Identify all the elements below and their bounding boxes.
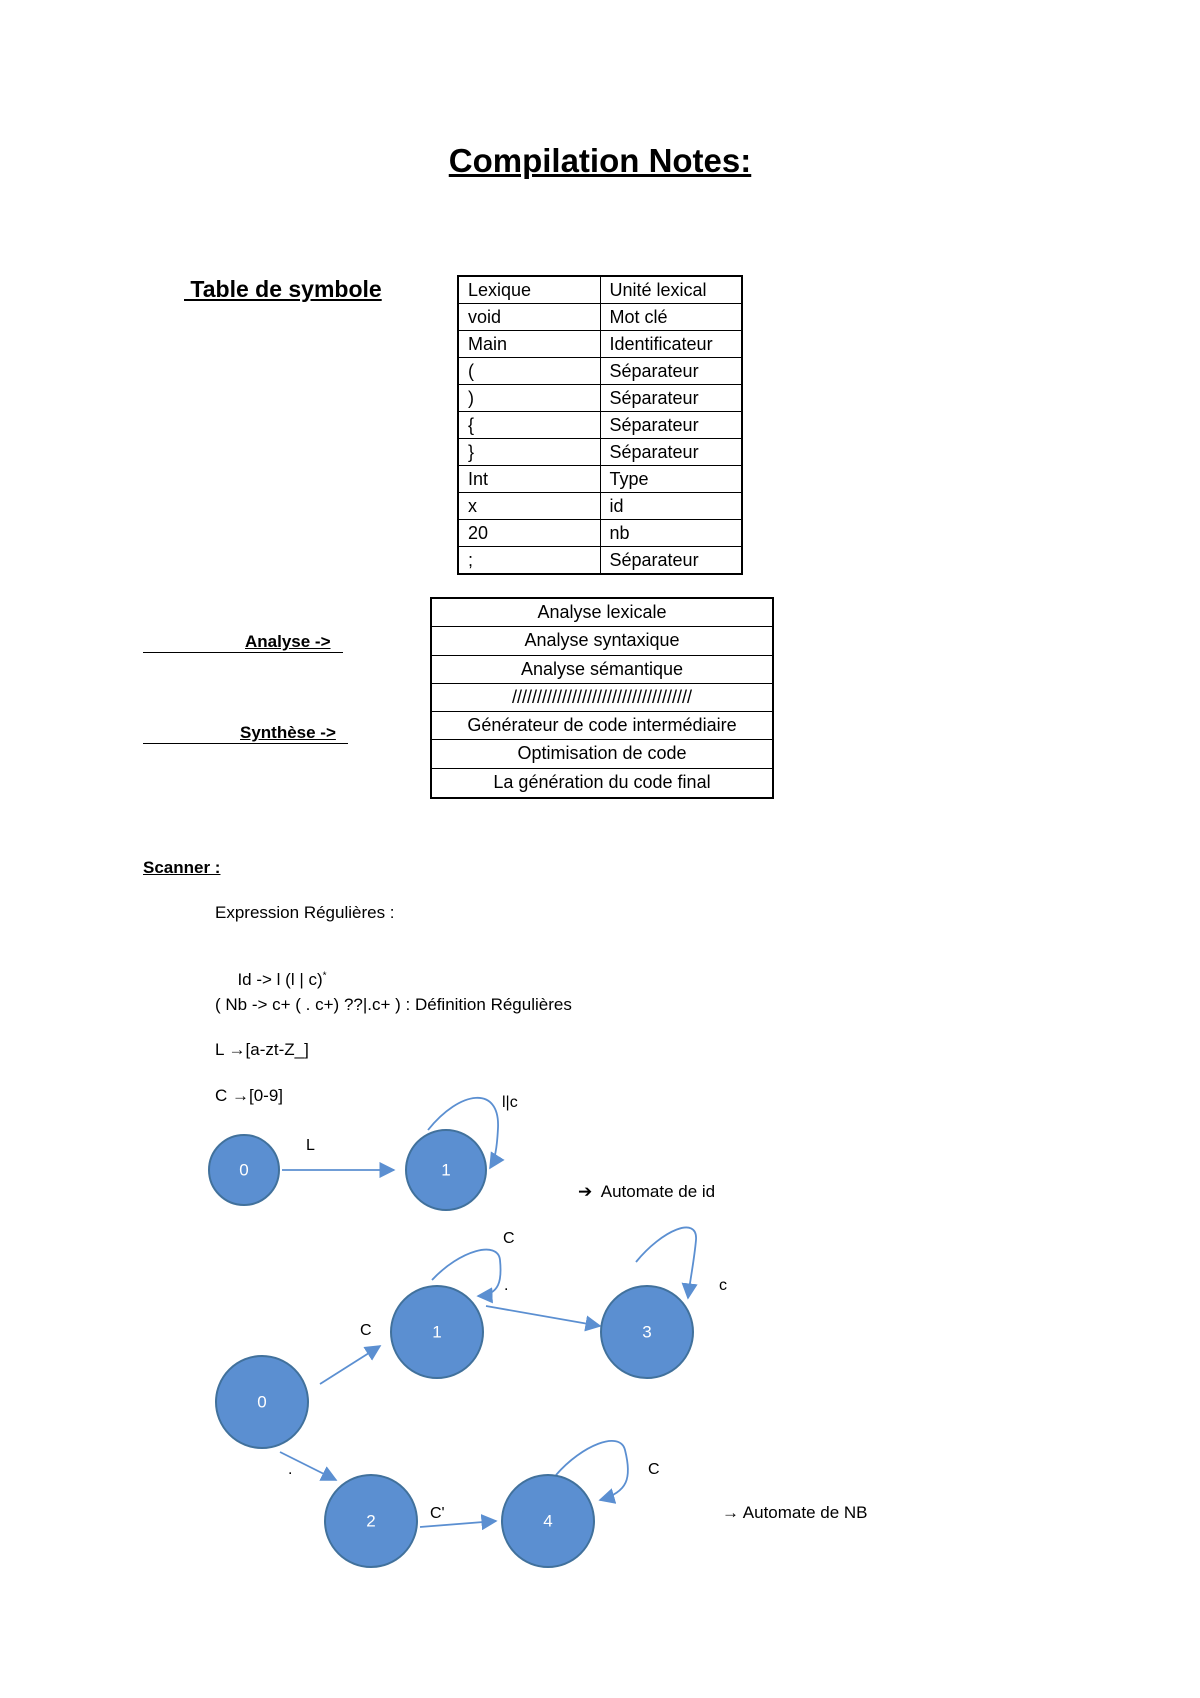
- state-nb-4-label: 4: [543, 1511, 553, 1531]
- id-rule-text: Id -> l (l | c): [237, 970, 323, 989]
- c-rule: C →[0-9]: [215, 1086, 284, 1105]
- edge-nb-label-13: .: [504, 1277, 509, 1294]
- symbol-unit-cell: id: [600, 493, 742, 520]
- edge-nb-label-01: C: [360, 1322, 372, 1339]
- loop-nb-label-3: c: [719, 1277, 727, 1294]
- symbol-lexeme-cell: (: [458, 358, 600, 385]
- symbol-unit-cell: Séparateur: [600, 439, 742, 466]
- phase-row: Générateur de code intermédiaire: [432, 712, 772, 740]
- symbol-lexeme-cell: }: [458, 439, 600, 466]
- automaton-nb: [216, 1227, 727, 1567]
- state-id-1-label: 1: [441, 1160, 451, 1180]
- synthese-label: Synthèse ->: [240, 723, 336, 742]
- state-nb-1-label: 1: [432, 1322, 442, 1342]
- phase-row: La génération du code final: [493, 771, 711, 792]
- scanner-heading: Scanner :: [143, 858, 221, 877]
- symbol-unit-cell: Unité lexical: [600, 276, 742, 304]
- symbol-unit-cell: Type: [600, 466, 742, 493]
- loop-nb-label-1: C: [503, 1230, 515, 1247]
- symbol-lexeme-cell: {: [458, 412, 600, 439]
- l-rule: L →[a-zt-Z_]: [215, 1040, 309, 1059]
- symbol-unit-cell: Séparateur: [600, 385, 742, 412]
- symbol-unit-cell: Séparateur: [600, 547, 742, 575]
- symbol-unit-cell: Identificateur: [600, 331, 742, 358]
- state-id-0-label: 0: [239, 1160, 249, 1180]
- loop-id-label: l|c: [502, 1094, 518, 1111]
- symbol-lexeme-cell: Main: [458, 331, 600, 358]
- page-title: Compilation Notes:: [448, 142, 752, 179]
- edge-nb-label-02: .: [288, 1461, 293, 1478]
- nb-rule: ( Nb -> c+ ( . c+) ??|.c+ ) : Définition Régulières: [215, 995, 572, 1014]
- symbol-lexeme-cell: void: [458, 304, 600, 331]
- symbol-table-heading: Table de symbole: [184, 276, 382, 302]
- phase-row: ////////////////////////////////////: [432, 684, 772, 712]
- automaton-id: [209, 1094, 518, 1210]
- symbol-lexeme-cell: ): [458, 385, 600, 412]
- analyse-label: Analyse ->: [245, 632, 331, 651]
- edge-id-label-L: L: [306, 1137, 315, 1154]
- id-rule-star: *: [322, 970, 327, 982]
- phase-row: Analyse lexicale: [432, 599, 772, 627]
- symbol-lexeme-cell: Lexique: [458, 276, 600, 304]
- state-nb-0-label: 0: [257, 1392, 267, 1412]
- edge-nb-0-1: [320, 1346, 380, 1384]
- symbol-unit-cell: Mot clé: [600, 304, 742, 331]
- state-nb-2-label: 2: [366, 1511, 376, 1531]
- regex-heading: Expression Régulières :: [215, 903, 395, 922]
- automaton-id-caption: ➔ Automate de id: [578, 1182, 716, 1201]
- edge-nb-1-3: [486, 1306, 600, 1326]
- symbol-lexeme-cell: 20: [458, 520, 600, 547]
- symbol-unit-cell: Séparateur: [600, 412, 742, 439]
- phase-row: Analyse syntaxique: [432, 627, 772, 655]
- loop-nb-label-4: C: [648, 1461, 660, 1478]
- edge-nb-label-24: C': [430, 1505, 445, 1522]
- symbol-unit-cell: Séparateur: [600, 358, 742, 385]
- phase-row: Analyse sémantique: [432, 656, 772, 684]
- state-nb-3-label: 3: [642, 1322, 652, 1342]
- symbol-unit-cell: nb: [600, 520, 742, 547]
- symbol-lexeme-cell: ;: [458, 547, 600, 575]
- phase-row: Optimisation de code: [432, 740, 772, 768]
- symbol-lexeme-cell: x: [458, 493, 600, 520]
- symbol-lexeme-cell: Int: [458, 466, 600, 493]
- automaton-nb-caption: → Automate de NB: [722, 1503, 868, 1522]
